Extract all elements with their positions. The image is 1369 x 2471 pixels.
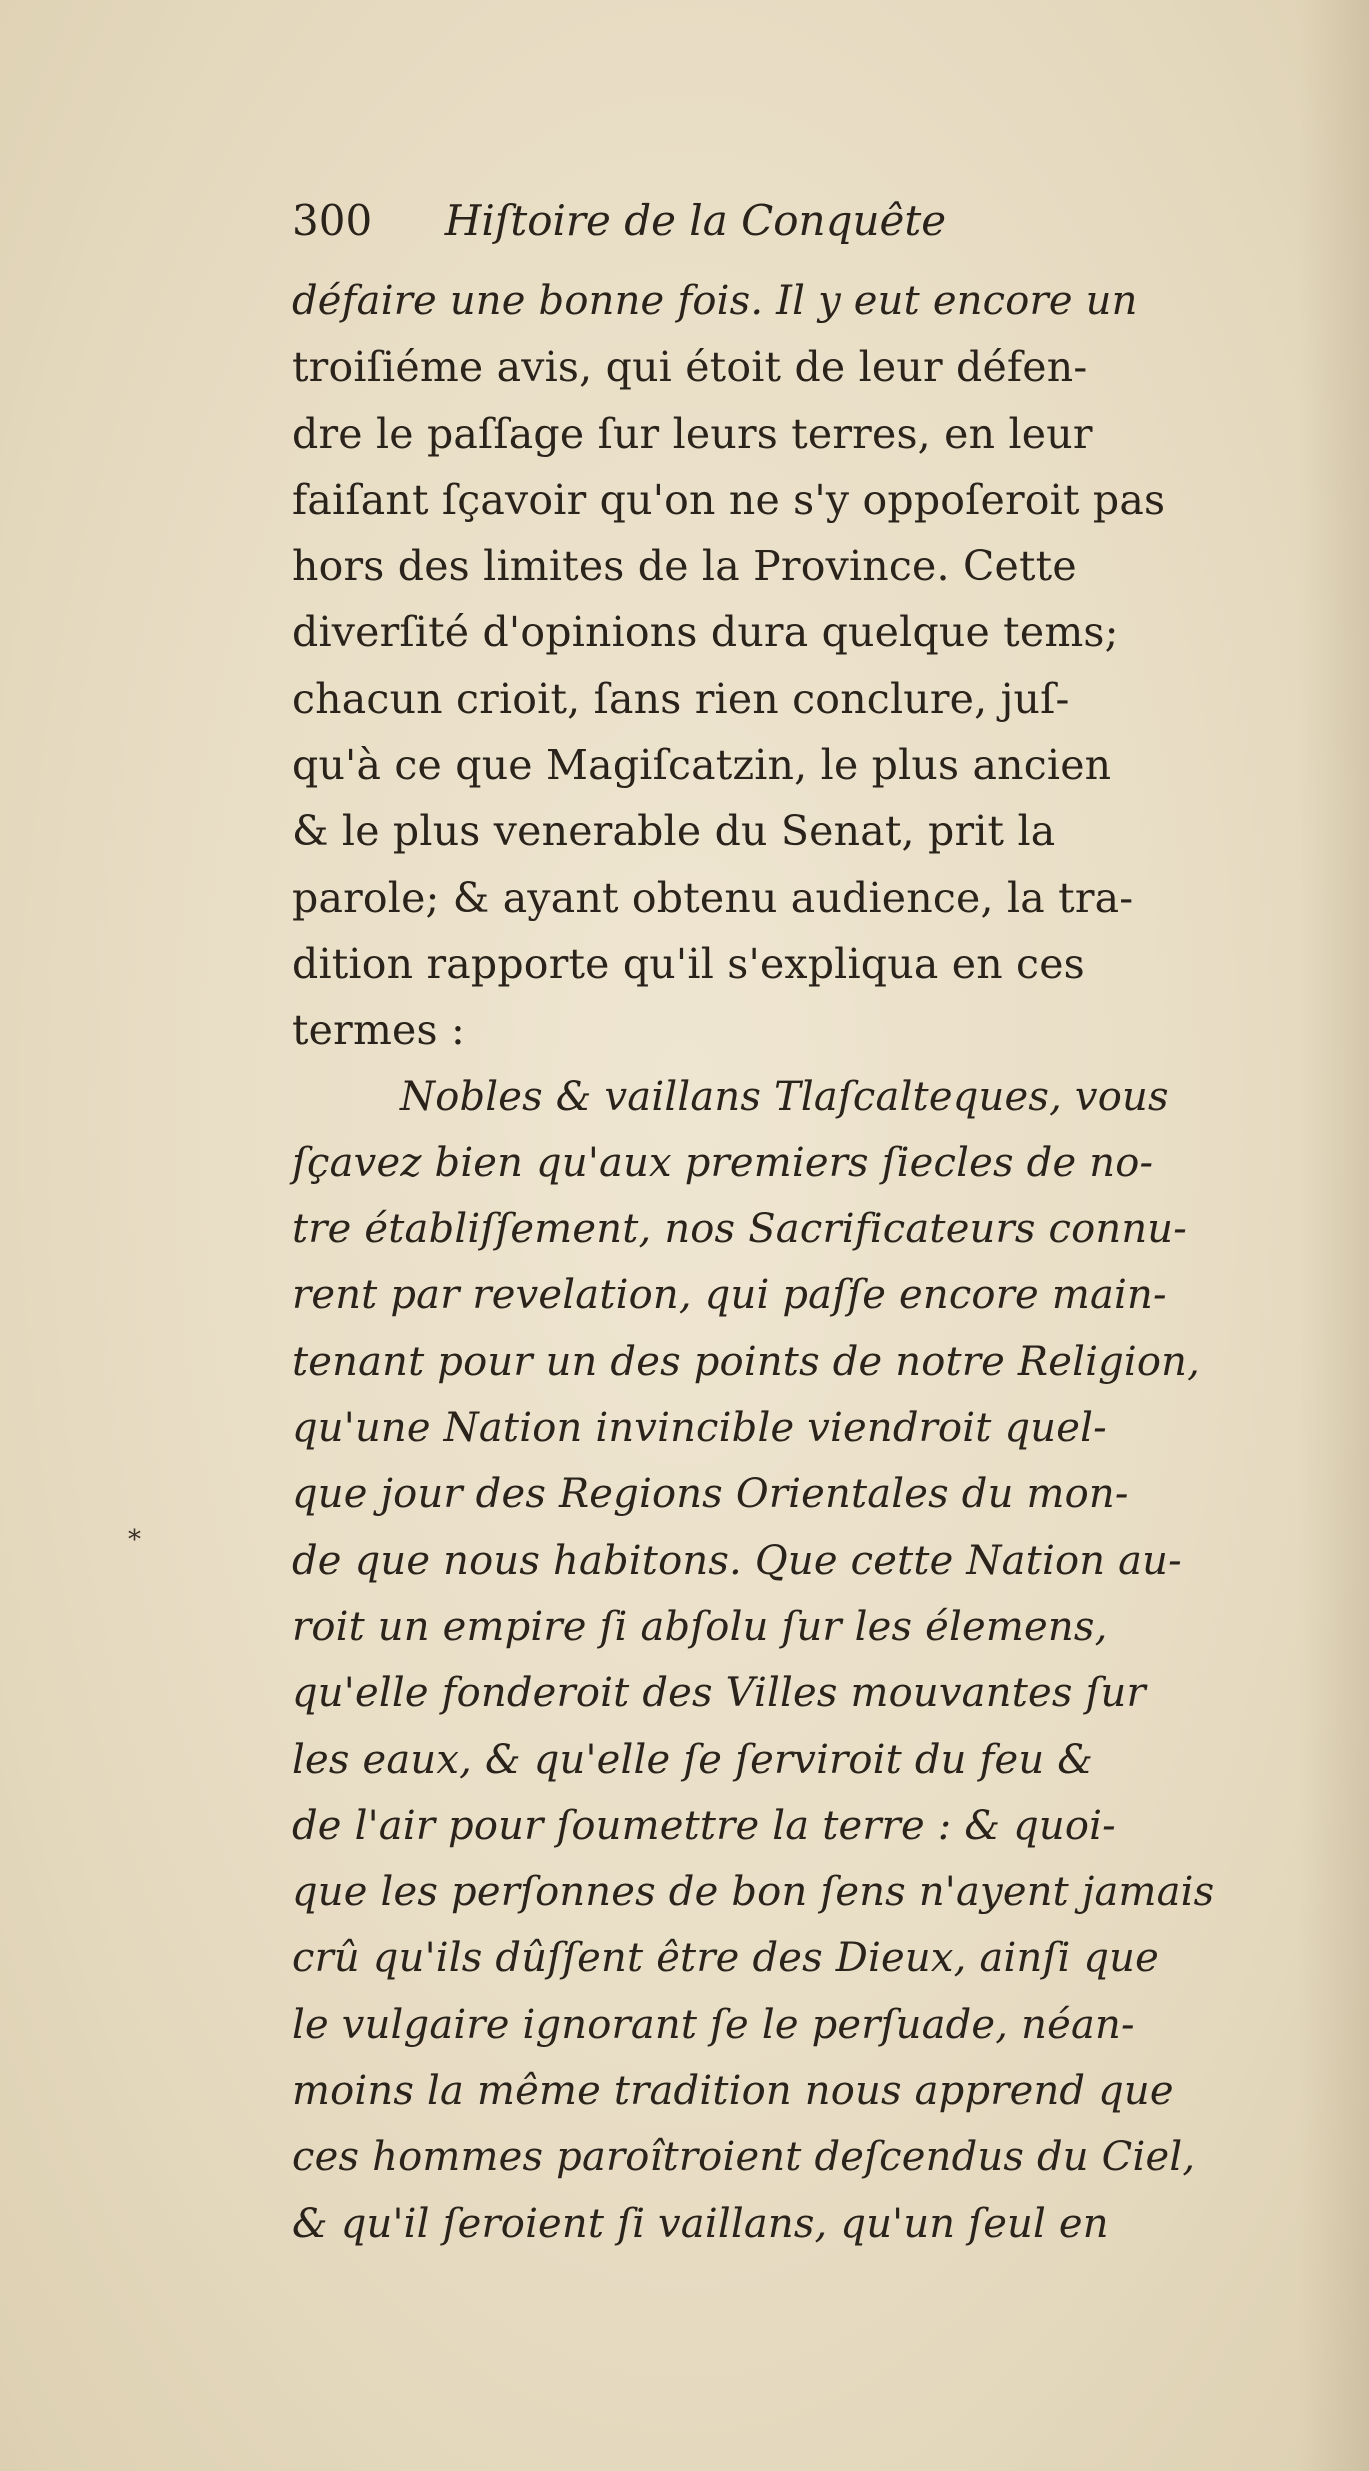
speech-line: roit un empire ſi abſolu ſur les élemens,	[292, 1603, 1108, 1650]
speech-line: les eaux, & qu'elle ſe ſerviroit du feu &	[292, 1736, 1094, 1783]
page-number: 300	[292, 196, 373, 245]
running-title: Hiſtoire de la Conquête	[444, 196, 947, 245]
text-line: diverſité d'opinions dura quelque tems;	[292, 608, 1119, 657]
text-line: & le plus venerable du Senat, prit la	[292, 807, 1056, 856]
text-line: dre le paſſage ſur leurs terres, en leur	[292, 409, 1093, 458]
speech-line: ſçavez bien qu'aux premiers ſiecles de no-	[292, 1139, 1154, 1186]
speech-line: de que nous habitons. Que cette Nation au-	[292, 1537, 1182, 1584]
text-line: défaire une bonne fois. Il y eut encore un	[292, 278, 1138, 324]
speech-line: crû qu'ils dûſſent être des Dieux, ainſi que	[292, 1935, 1160, 1982]
speech-line: qu'elle fonderoit des Villes mouvantes ſur	[292, 1670, 1146, 1717]
speech-line: qu'une Nation invincible viendroit quel-	[292, 1405, 1107, 1452]
page-text-block	[292, 196, 1337, 2257]
text-line: parole; & ayant obtenu audience, la tra-	[292, 873, 1134, 922]
speech-line: le vulgaire ignorant ſe le perſuade, néan-	[292, 2001, 1135, 2048]
text-line: dition rapporte qu'il s'expliqua en ces	[292, 939, 1085, 988]
text-line: faiſant ſçavoir qu'on ne s'y oppoſeroit pas	[292, 475, 1166, 524]
text-line: hors des limites de la Province. Cette	[292, 542, 1077, 591]
running-header	[292, 196, 1337, 268]
speech-line: que les perſonnes de bon ſens n'ayent jamais	[292, 1869, 1215, 1916]
speech-line: de l'air pour ſoumettre la terre : & quoi-	[292, 1802, 1116, 1849]
speech-line: tre établiſſement, nos Sacrificateurs connu-	[292, 1206, 1187, 1253]
speech-line: Nobles & vaillans Tlaſcalteques, vous	[400, 1073, 1169, 1120]
speech-line: rent par revelation, qui paſſe encore main-	[292, 1272, 1167, 1319]
text-line: termes :	[292, 1006, 465, 1055]
marginal-asterisk: *	[128, 1525, 141, 1555]
text-line: qu'à ce que Magiſcatzin, le plus ancien	[292, 741, 1112, 790]
speech-line: moins la même tradition nous apprend que	[292, 2068, 1174, 2115]
speech-line: ces hommes paroîtroient deſcendus du Ciel,	[292, 2134, 1196, 2181]
text-line: troiſiéme avis, qui étoit de leur défen-	[292, 343, 1088, 392]
speech-line: tenant pour un des points de notre Religion,	[292, 1338, 1201, 1385]
speech-line: que jour des Regions Orientales du mon-	[292, 1471, 1129, 1518]
speech-line: & qu'il ſeroient ſi vaillans, qu'un ſeul en	[292, 2200, 1109, 2247]
text-line: chacun crioit, ſans rien conclure, juſ-	[292, 674, 1070, 723]
